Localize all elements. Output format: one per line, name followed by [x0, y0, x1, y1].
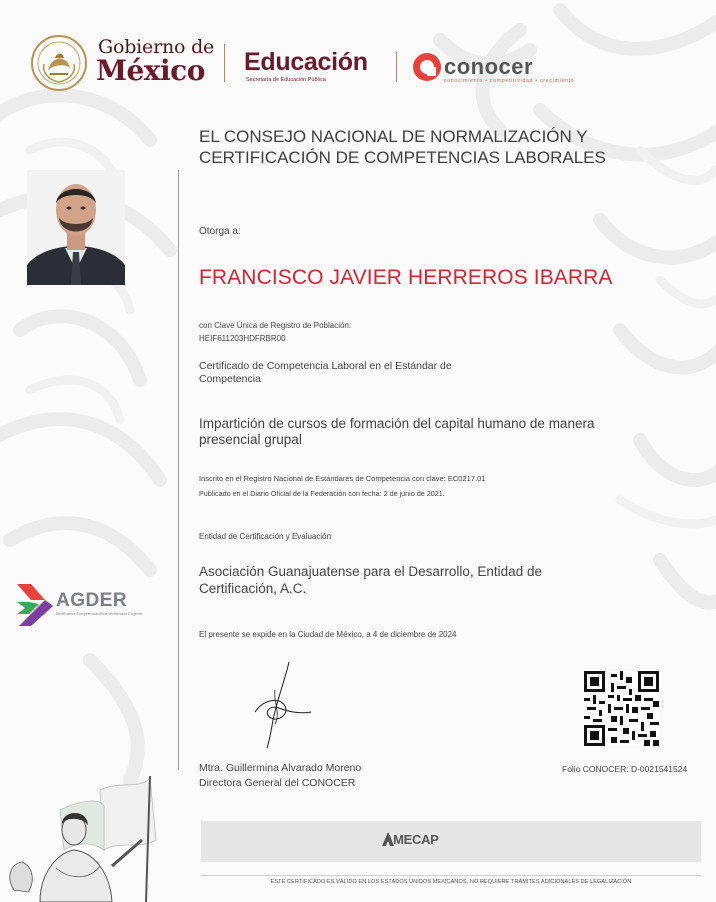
signer-role: Directora General del CONOCER — [199, 777, 356, 789]
registro-text: Inscrito en el Registro Nacional de Estándares de Competencia con clave: EC0217.01 — [199, 474, 486, 483]
competency-standard: Impartición de cursos de formación del capital humano de manera presencial grupal — [199, 416, 595, 447]
certificate-title: EL CONSEJO NACIONAL DE NORMALIZACIÓN Y CERTIFICACIÓN DE COMPETENCIAS LABORALES — [199, 127, 606, 167]
header-divider — [396, 52, 397, 82]
gobierno-line2: México — [96, 54, 205, 87]
footer-note: ESTE CERTIFICADO ES VÁLIDO EN LOS ESTADOS UNIDOS MEXICANOS, NO REQUIERE TRÁMITES ADICIONALES DE LEGALIZACIÓN — [270, 879, 632, 885]
signature-icon — [245, 660, 315, 750]
amecap-logo-text: AMECAP — [384, 832, 439, 847]
recipient-photo — [27, 170, 125, 285]
agder-tagline: Certificamos Competencias Para Un Mercado Exigente — [56, 612, 142, 616]
signer-name: Mtra. Guillermina Alvarado Moreno — [199, 762, 362, 774]
qr-code-icon — [584, 671, 659, 746]
curp-value: HEIF611203HDFRBR00 — [199, 334, 286, 343]
woman-with-flag-illustration — [0, 770, 160, 902]
conocer-logo-icon — [412, 52, 442, 82]
amecap-band — [201, 821, 701, 862]
agder-logo-text: AGDER — [56, 590, 128, 611]
educacion-subtitle: Secretaría de Educación Pública — [246, 77, 326, 83]
curp-label: con Clave Única de Registro de Población: — [199, 321, 352, 330]
otorga-label: Otorga a: — [199, 226, 241, 237]
conocer-tagline: conocimiento • competitividad • crecimiento — [444, 78, 575, 84]
folio-number: Folio CONOCER: D-0021541524 — [562, 764, 688, 774]
vertical-divider — [178, 170, 179, 770]
entidad-name: Asociación Guanajuatense para el Desarrollo, Entidad de Certificación, A.C. — [199, 564, 542, 596]
gobierno-line1: Gobierno de — [98, 36, 215, 58]
footer-rule — [201, 875, 701, 876]
agder-logo-icon — [15, 578, 55, 630]
issue-place-date: El presente se expide en la Ciudad de México, a 4 de diciembre de 2024 — [199, 630, 457, 639]
recipient-name: FRANCISCO JAVIER HERREROS IBARRA — [199, 266, 613, 289]
entidad-label: Entidad de Certificación y Evaluación — [199, 532, 332, 541]
mexico-coat-of-arms-icon — [30, 34, 88, 92]
certificate-type: Certificado de Competencia Laboral en el Estándar de Competencia — [199, 360, 452, 385]
educacion-logo: Educación — [244, 48, 368, 76]
publicado-text: Publicado en el Diario Oficial de la Federación con fecha: 2 de junio de 2021. — [199, 489, 445, 498]
conocer-logo-text: conocer — [444, 54, 534, 79]
header-divider — [224, 44, 225, 82]
